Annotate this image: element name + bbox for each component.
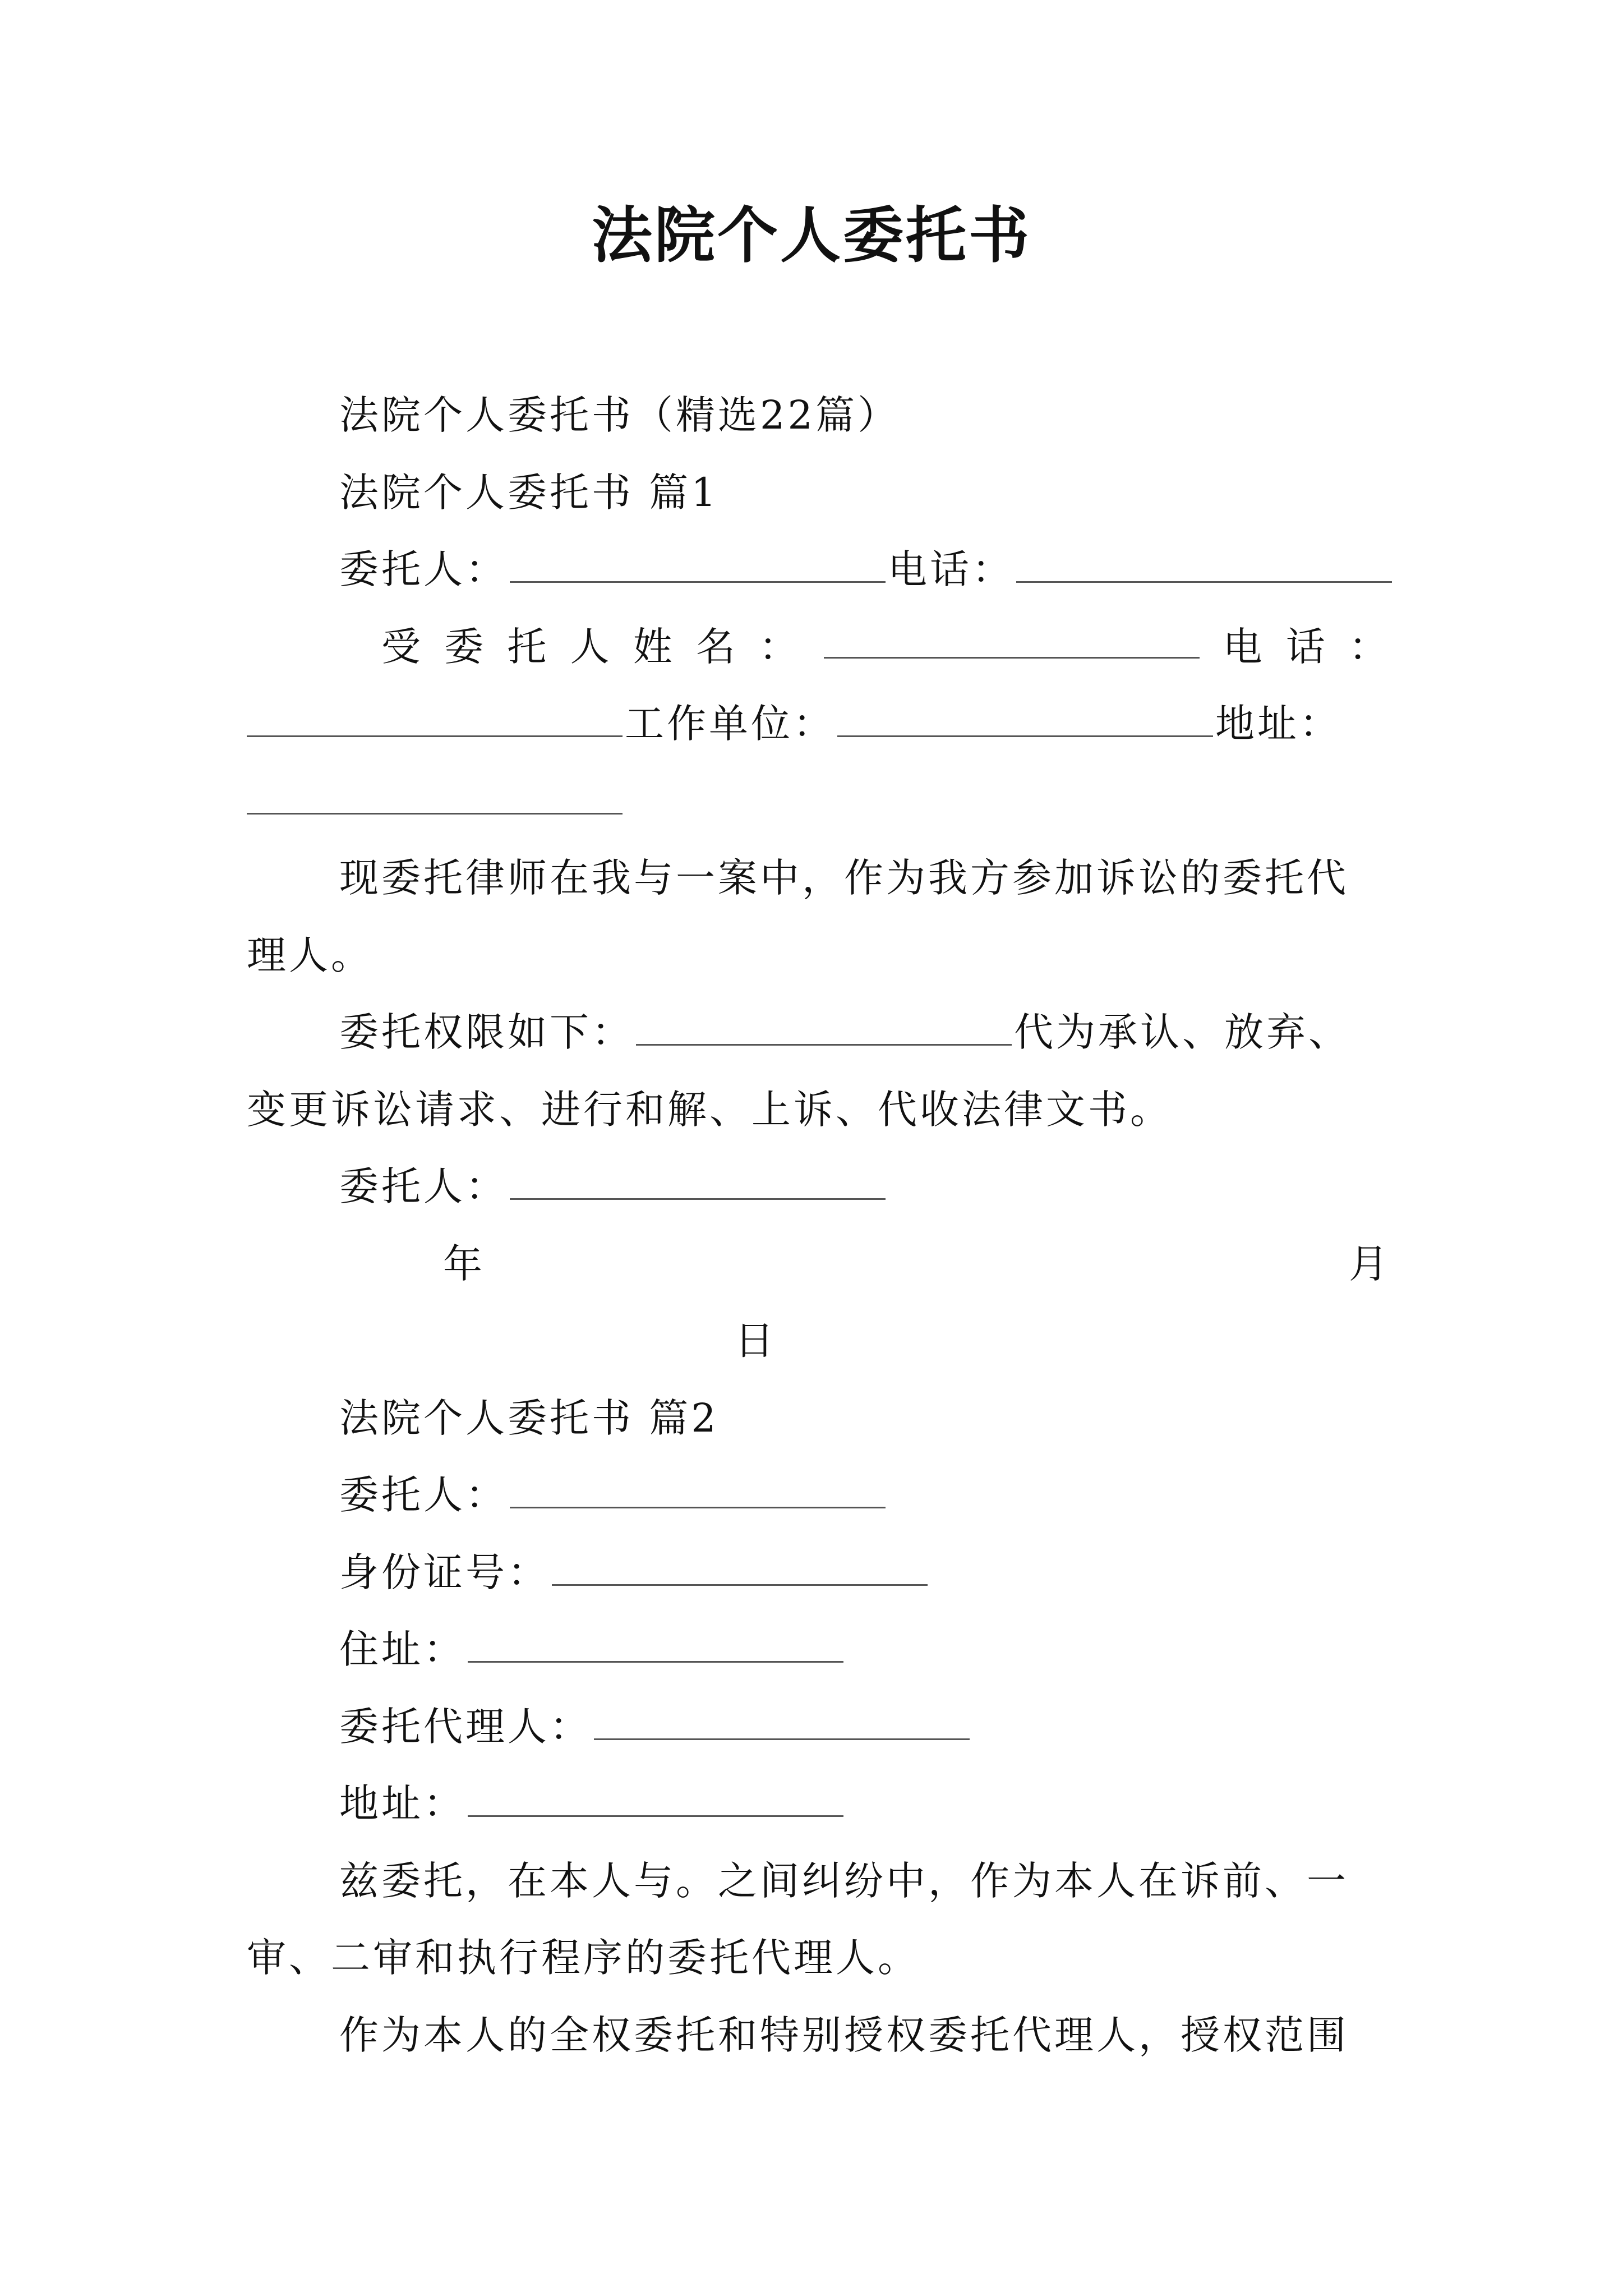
auth-rest: 代为承认、放弃、 [1014, 1009, 1350, 1055]
part1-agent-line [381, 619, 1391, 675]
agent-phone-blank[interactable] [247, 697, 623, 737]
agent-label: 委托代理人： [339, 1704, 592, 1750]
auth-label: 委托权限如下： [339, 1009, 634, 1055]
month-label: 月 [1349, 1241, 1391, 1287]
address-blank[interactable] [247, 775, 623, 815]
agent-name-char: 人 [570, 624, 612, 670]
sign-blank[interactable] [510, 1160, 886, 1200]
part2-para1-line2: 审、二审和执行程序的委托代理人。 [247, 1935, 920, 1981]
id-label: 身份证号： [339, 1549, 550, 1595]
address-label: 地址： [339, 1780, 465, 1826]
agent-name-blank[interactable] [824, 619, 1200, 659]
part2-para1-line1: 兹委托，在本人与。之间纠纷中，作为本人在诉前、一 [339, 1858, 1349, 1904]
part2-agent-line [339, 1699, 1391, 1755]
part1-para1-line2: 理人。 [247, 932, 373, 978]
residence-blank[interactable] [468, 1623, 843, 1663]
phone-blank[interactable] [1016, 543, 1392, 583]
agent-name-char: ： [759, 624, 801, 670]
part1-auth-line [339, 1004, 1391, 1060]
part1-para1-line1: 现委托律师在我与一案中，作为我方参加诉讼的委托代 [339, 855, 1349, 901]
phone-label: 电话： [888, 546, 1014, 592]
agent-name-char: 受 [381, 624, 423, 670]
part2-para2-line1: 作为本人的全权委托和特别授权委托代理人，授权范围 [339, 2012, 1349, 2058]
part2-id-line [339, 1544, 1391, 1600]
agent-name-char: 委 [444, 624, 487, 670]
auth-blank[interactable] [636, 1006, 1012, 1046]
agent-phone-char: 电 [1223, 624, 1265, 670]
address-label: 地址： [1215, 701, 1341, 747]
part1-principal-line [339, 541, 1391, 597]
part2-residence-line [339, 1621, 1391, 1677]
sign-label: 委托人： [339, 1163, 508, 1209]
part2-heading: 法院个人委托书 篇2 [339, 1395, 719, 1441]
part1-date-line [443, 1236, 1391, 1292]
address-blank[interactable] [468, 1777, 843, 1817]
principal-blank[interactable] [510, 1469, 886, 1508]
residence-label: 住址： [339, 1626, 465, 1672]
agent-name-char: 名 [695, 624, 738, 670]
part1-sign-line [339, 1158, 1391, 1214]
part2-principal-line [339, 1467, 1391, 1523]
agent-name-char: 姓 [633, 624, 675, 670]
part1-heading: 法院个人委托书 篇1 [339, 470, 719, 516]
document-title: 法院个人委托书 [591, 200, 1031, 271]
work-unit-blank[interactable] [837, 697, 1213, 737]
part1-auth-line2: 变更诉讼请求、进行和解、上诉、代收法律文书。 [247, 1087, 1172, 1133]
principal-label: 委托人： [339, 546, 508, 592]
agent-name-char: 托 [507, 624, 550, 670]
principal-label: 委托人： [339, 1472, 508, 1518]
agent-phone-char: ： [1348, 624, 1391, 670]
agent-phone-char: 话 [1285, 624, 1328, 670]
part2-address-line [339, 1775, 1391, 1832]
document-subtitle: 法院个人委托书（精选22篇） [339, 392, 900, 438]
part1-address-line [247, 773, 1391, 829]
agent-blank[interactable] [594, 1700, 970, 1740]
principal-blank[interactable] [510, 543, 886, 583]
part1-work-line [247, 696, 1391, 752]
day-label: 日 [735, 1318, 777, 1364]
work-unit-label: 工作单位： [625, 701, 835, 747]
year-label: 年 [443, 1241, 485, 1287]
id-blank[interactable] [552, 1546, 928, 1586]
